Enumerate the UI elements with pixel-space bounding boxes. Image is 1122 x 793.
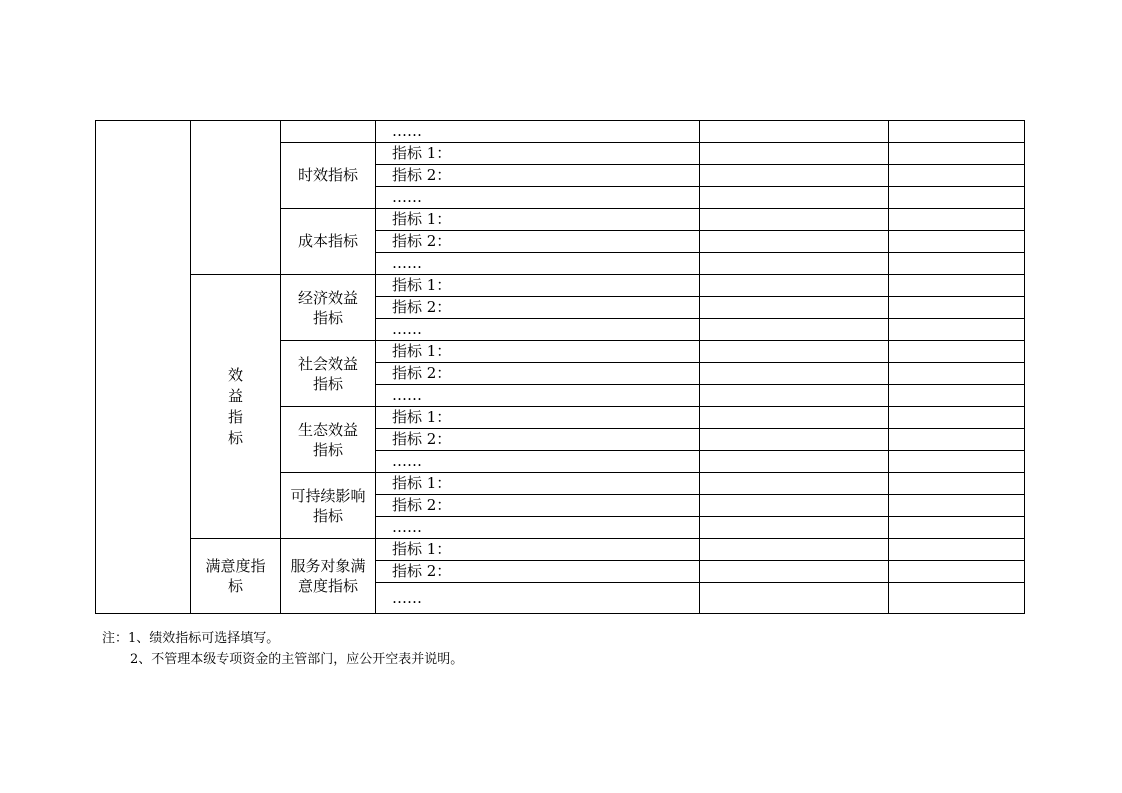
indicator-2-label: 指标 2： [376, 429, 700, 451]
indicator-ellipsis: …… [376, 187, 700, 209]
target-value-cell [700, 407, 889, 429]
target-value-cell [700, 253, 889, 275]
sustainable-impact-label [281, 473, 376, 539]
indicator-ellipsis: …… [376, 517, 700, 539]
remark-cell [889, 561, 1025, 583]
economic-benefit-label [281, 275, 376, 341]
indicator-1-label: 指标 1： [376, 341, 700, 363]
benefit-indicator-label [191, 275, 281, 539]
note-2: 2、不管理本级专项资金的主管部门，应公开空表并说明。 [130, 652, 464, 667]
target-value-cell [700, 429, 889, 451]
remark-cell [889, 187, 1025, 209]
target-value-cell [700, 143, 889, 165]
target-value-cell [700, 539, 889, 561]
remark-cell [889, 429, 1025, 451]
remark-cell [889, 143, 1025, 165]
target-value-cell [700, 165, 889, 187]
table-notes [102, 628, 463, 670]
timeliness-indicator-label: 时效指标 [281, 143, 376, 209]
remark-cell [889, 407, 1025, 429]
remark-cell [889, 297, 1025, 319]
service-target-satisfaction-label [281, 539, 376, 614]
satisfaction-indicator-text: 满意度指标 [205, 557, 266, 595]
indicator-ellipsis: …… [376, 253, 700, 275]
indicator-1-label: 指标 1： [376, 143, 700, 165]
indicator-1-label: 指标 1： [376, 539, 700, 561]
target-value-cell [700, 385, 889, 407]
performance-indicator-table [95, 120, 1025, 614]
remark-cell [889, 517, 1025, 539]
service-target-satisfaction-text: 服务对象满意度指标 [290, 557, 366, 595]
remark-cell [889, 473, 1025, 495]
target-value-cell [700, 517, 889, 539]
remark-cell [889, 583, 1025, 614]
remark-cell [889, 495, 1025, 517]
remark-cell [889, 539, 1025, 561]
ecological-benefit-text: 生态效益指标 [298, 420, 359, 459]
indicator-2-label: 指标 2： [376, 297, 700, 319]
indicator-ellipsis: …… [376, 319, 700, 341]
remark-cell [889, 275, 1025, 297]
indicator-1-label: 指标 1： [376, 209, 700, 231]
remark-cell [889, 385, 1025, 407]
table-row [96, 275, 1025, 297]
target-value-cell [700, 341, 889, 363]
indicator-2-label: 指标 2： [376, 495, 700, 517]
indicator-1-label: 指标 1： [376, 407, 700, 429]
ecological-benefit-label [281, 407, 376, 473]
remark-cell [889, 363, 1025, 385]
benefit-indicator-text: 效益指标 [228, 365, 244, 447]
remark-cell [889, 451, 1025, 473]
indicator-ellipsis: …… [376, 121, 700, 143]
indicator-2-label: 指标 2： [376, 561, 700, 583]
social-benefit-label [281, 341, 376, 407]
note-1: 注：1、绩效指标可选择填写。 [102, 631, 280, 646]
table-row [96, 121, 1025, 143]
target-value-cell [700, 561, 889, 583]
target-value-cell [700, 363, 889, 385]
indicator-2-label: 指标 2： [376, 165, 700, 187]
target-value-cell [700, 473, 889, 495]
target-value-cell [700, 187, 889, 209]
indicator-ellipsis: …… [376, 583, 700, 614]
target-value-cell [700, 319, 889, 341]
primary-indicator-cell-blank [191, 121, 281, 275]
remark-cell [889, 341, 1025, 363]
category-cell-blank [96, 121, 191, 614]
target-value-cell [700, 495, 889, 517]
target-value-cell [700, 209, 889, 231]
target-value-cell [700, 231, 889, 253]
remark-cell [889, 209, 1025, 231]
economic-benefit-text: 经济效益指标 [298, 288, 359, 327]
indicator-ellipsis: …… [376, 385, 700, 407]
target-value-cell [700, 275, 889, 297]
remark-cell [889, 165, 1025, 187]
satisfaction-indicator-label [191, 539, 281, 614]
indicator-1-label: 指标 1： [376, 473, 700, 495]
remark-cell [889, 319, 1025, 341]
indicator-ellipsis: …… [376, 451, 700, 473]
target-value-cell [700, 297, 889, 319]
secondary-indicator-cell-blank [281, 121, 376, 143]
table-row [96, 539, 1025, 561]
remark-cell [889, 253, 1025, 275]
indicator-1-label: 指标 1： [376, 275, 700, 297]
cost-indicator-label: 成本指标 [281, 209, 376, 275]
remark-cell [889, 121, 1025, 143]
indicator-2-label: 指标 2： [376, 231, 700, 253]
social-benefit-text: 社会效益指标 [298, 354, 359, 393]
target-value-cell [700, 121, 889, 143]
target-value-cell [700, 451, 889, 473]
target-value-cell [700, 583, 889, 614]
remark-cell [889, 231, 1025, 253]
sustainable-impact-text: 可持续影响指标 [290, 486, 366, 525]
indicator-2-label: 指标 2： [376, 363, 700, 385]
